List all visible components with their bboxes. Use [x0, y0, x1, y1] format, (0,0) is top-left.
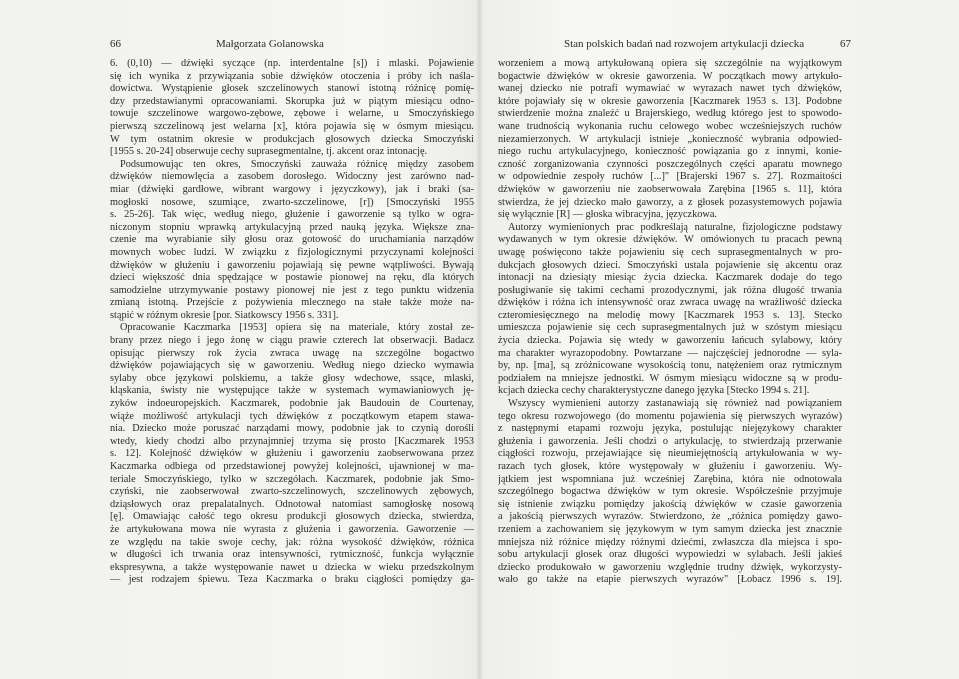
text-line: szczególnego bogactwa dźwięków w tym okresie. Współcześnie przyjmuje [498, 486, 842, 498]
text-line: — jest rodzajem śpiewu. Teza Kaczmarka o braku ciągłości pomiędzy ga- [110, 574, 474, 586]
text-line: s. 12]. Kolejność dźwięków w głużeniu i gaworzeniu zaobserwowana przez [110, 448, 474, 460]
text-line: wydawanych w tym okresie dźwięków. W omówionych tu pracach pewną [498, 234, 842, 246]
paragraph [110, 322, 474, 586]
text-line: wiąże możliwość artykulacji tych dźwięków z początkowym etapem stawa- [110, 410, 474, 422]
text-line: czenie ma wyrabianie siły głosu oraz gotowość do uruchamiania narządów [110, 234, 474, 246]
text-line: wało go także na etapie pierwszych wyrazów" [Łobacz 1996 s. 19]. [498, 574, 842, 586]
paragraph [110, 159, 474, 323]
text-line: [ę]. Omawiając całość tego okresu produkcji głosowych dziecka, stwierdza, [110, 511, 474, 523]
text-line: a jakością pierwszych wyrazów. Stwierdzono, że „różnica pomiędzy gawo- [498, 511, 842, 523]
text-line: teriale Smoczyńskiego, tylko w szczegółach. Kaczmarek, podobnie jak Smo- [110, 473, 474, 485]
left-page-number: 66 [110, 38, 121, 50]
paragraph [498, 398, 842, 587]
text-line: czyński, nie zaobserwował zwarto-szczelinowych, szczelinowych zębowych, [110, 486, 474, 498]
text-line: się ich wynika z przywiązania sobie dźwięków otoczenia i próby ich naśla- [110, 70, 474, 82]
text-line: dźwięków w głużeniu i gaworzeniu pojawiają się pewne wątpliwości. Bywają [110, 259, 474, 271]
right-page-number: 67 [840, 38, 851, 50]
text-line: Podsumowując ten okres, Smoczyński zauważa różnicę między zasobem [120, 158, 474, 170]
text-line: Kaczmarka odbiega od przedstawionej powyżej kolejności, ujawnionej w ma- [110, 461, 474, 472]
text-line: Opracowanie Kaczmarka [1953] opiera się na materiale, który został ze- [120, 322, 474, 334]
text-line: ma charakter wyrazopodobny. Powtarzane — najczęściej jednorodne — syla- [498, 347, 842, 359]
text-line: pierwszą szczelinową jest welarna [x], która pojawia się w ósmym miesiącu. [110, 120, 474, 132]
text-line: brany przez niego i jego żonę w ciągu prawie czterech lat obserwacji. Badacz [110, 335, 474, 347]
right-page [480, 0, 959, 679]
text-line: mogłoski nosowe, szumiące, zwarto-szczelinowe, [r]) [Smoczyński 1955 [110, 196, 474, 208]
text-line: ekspresywna, a także występowanie nawet u dziecka w wieku przedszkolnym [110, 561, 474, 573]
text-line: stąpić w różnym okresie [por. Siatkowscy 1956 s. 331]. [110, 309, 339, 321]
text-line: stwierdza, że jej dziecko mało gaworzy, a z głosek pozasystemowych pojawia [498, 196, 842, 208]
text-line: z następnymi etapami rozwoju języka, postulując niejęzykowy charakter [498, 423, 842, 435]
text-line: razach tych głosek, które występowały w głużeniu i gaworzeniu. Wy- [498, 461, 842, 472]
text-line: zmianą istotną. Przejście z pożywienia mlecznego na stałe także może na- [110, 297, 474, 309]
text-line: dźwięków niemowlęcia a zasobem dorosłego. Widoczny jest zarówno nad- [110, 171, 474, 183]
text-line: jątkiem jest wspomniana już wcześniej Zarębina, która nie odnotowała [498, 473, 842, 485]
text-line: czność zorganizowania czynności poszczególnych części aparatu mownego [498, 158, 842, 170]
text-line: samodzielne utrzymywanie postawy pionowej nie jest z tego punktu widzenia [110, 284, 474, 296]
text-line: tego okresu rozwojowego (do momentu pojawienia się pierwszych wyrazów) [498, 410, 842, 422]
text-line: wanej dziecko nie potrafi wymawiać w wyrazach nawet tych dźwięków, [498, 83, 842, 95]
text-line: dźwięków i różna ich intensywność oraz zwraca uwagę na wrażliwość dziecka [498, 297, 842, 309]
text-line: rzeniem a zachowaniem się językowym w tym samym dziecka jest znacznie [498, 523, 842, 535]
text-line: że artykułowana mowa nie wyrasta z głużenia i gaworzenia. Gaworzenie — [110, 523, 474, 535]
text-line: s. 25-26]. Tak więc, według niego, głużenie i gaworzenie są tylko w ogra- [110, 209, 474, 221]
text-line: dzieci większość dnia spędzające w postawie pionowej na ręku, dla których [110, 272, 474, 284]
text-line: zyków indoeuropejskich. Kaczmarek, podobnie jak Baudouin de Courtenay, [110, 398, 474, 410]
text-line: sylaby obce językowi polskiemu, a także głosy wdechowe, ssące, mlaski, [110, 372, 474, 384]
text-line: [1955 s. 20-24] obserwuje cechy suprasegmentalne, tj. akcent oraz intonację. [110, 146, 428, 158]
text-line: miar (dźwięki gardłowe, wibrant wargowy i języczkowy), jak i braki (sa- [110, 183, 474, 195]
text-line: Wszyscy wymienieni autorzy zastanawiają się również nad powiązaniem [508, 398, 842, 410]
text-line: dukcjach głosowych dzieci. Smoczyński ustala pojawienie się akcentu oraz [498, 259, 842, 271]
text-line: czteromiesięcznego na melodię mowy [Kaczmarek 1953 s. 13]. Stecko [498, 309, 842, 321]
text-line: dziąsłowych oraz prepalatalnych. Odnotował natomiast samogłoskę nosową [110, 498, 474, 510]
text-line: dziecko produkowało w gaworzeniu względnie trudny dźwięk, wykorzysty- [498, 561, 842, 573]
text-line: w długości ich trwania oraz intensywności, rytmiczność, funkcja wyłącznie [110, 549, 474, 561]
text-line: kląskania, świsty nie występujące także w systemach wymawianiowych ję- [110, 385, 474, 397]
text-line: się wyłącznie [R] — głoska wibracyjna, języczkowa. [498, 209, 718, 221]
paragraph [110, 58, 474, 159]
text-line: głużenia i gaworzenia. Jeśli chodzi o artykulację, to stwierdzają przerwanie [498, 435, 842, 447]
text-line: podziałem na mniejsze jednostki. W ósmym miesiącu widoczne są w produ- [498, 372, 842, 384]
text-line: dźwięków pojawiających się w gaworzeniu. Według niego dziecko wymawia [110, 360, 474, 372]
text-line: wtedy, kiedy chodzi albo przynajmniej trzyma się prosto [Kaczmarek 1953 [110, 435, 474, 447]
text-line: stwierdzenie można znaleźć u Brajerskiego, według którego jest to spowodo- [498, 108, 842, 120]
text-line: opisując pierwszy rok życia zwraca uwagę na szczególne bogactwo [110, 347, 474, 359]
text-line: by, np. [ma], są zróżnicowane wysokością tonu, natężeniem oraz rytmicznym [498, 360, 842, 372]
text-line: mniejsza niż różnice między różnymi dziećmi, zwłaszcza dla miejsca i spo- [498, 536, 842, 548]
text-line: mownych wobec ludzi. W związku z fizjologicznymi przyczynami kolejności [110, 246, 474, 258]
text-line: kcjach dziecka cechy charakterystyczne danego języka [Stecko 1994 s. 21]. [498, 385, 810, 397]
text-line: dowictwa. Wystąpienie głosek szczelinowych stanowi istotną różnicę pomię- [110, 83, 474, 95]
text-line: niego ruchu artykulacyjnego, konieczność powiązania go z innymi, konie- [498, 146, 842, 158]
text-line: ze względu na takie swoje cechy, jak: różna wysokość dźwięków, różnica [110, 536, 474, 548]
right-page-body [498, 58, 842, 587]
text-line: uwagę poświęcono także pojawieniu się cech suprasegmentalnych w pro- [498, 246, 842, 258]
text-line: Autorzy wymienionych prac podkreślają naturalne, fizjologiczne podstawy [508, 221, 842, 233]
text-line: 6. (0,10) — dźwięki syczące (np. interdentalne [s]) i mlaski. Pojawienie [110, 58, 474, 69]
text-line: ciągłości rozwoju, przejawiające się nieumiejętnością artykułowania w wy- [498, 448, 842, 460]
text-line: umieszcza pojawienie się cech suprasegmentalnych już w szóstym miesiącu [498, 322, 842, 334]
paragraph [498, 222, 842, 398]
text-line: dzy przedstawianymi opracowaniami. Skorupka już w piątym miesiącu odno- [110, 95, 474, 107]
text-line: W tym ostatnim okresie w produkcjach głosowych dziecka Smoczyński [110, 133, 474, 145]
text-line: życia dziecka. Pojawia się wtedy w gaworzeniu łańcuch sylabowy, który [498, 335, 842, 347]
text-line: worzeniem a mową artykułowaną opiera się szczególnie na wyjątkowym [498, 58, 842, 69]
text-line: bogactwie dźwięków w okresie gaworzenia. W początkach mowy artykuło- [498, 70, 842, 82]
text-line: w odpowiednie zespoły ruchów [...]" [Brajerski 1967 s. 27]. Rozmaitości [498, 171, 842, 183]
text-line: intonacji na dziesiąty miesiąc życia dziecka. Kaczmarek dodaje do tego [498, 272, 842, 284]
text-line: sobu artykulacji głosek oraz długości wypowiedzi w sylabach. Jeśli jakieś [498, 549, 842, 561]
paragraph [498, 58, 842, 222]
text-line: niezamierzonych. W artykulacji istnieje „konieczność wybrania odpowied- [498, 133, 842, 145]
text-line: się istnienie związku pomiędzy jakością dźwięków w czasie gaworzenia [498, 498, 842, 510]
left-page-body [110, 58, 474, 587]
text-line: nia. Dziecko może poruszać narządami mowy, podobnie jak to czynią dorośli [110, 423, 474, 435]
text-line: niczonym stopniu wprawką artykulacyjną przed nauką języka. Większe zna- [110, 221, 474, 233]
text-line: dźwięków w gaworzeniu nie zaobserwowała Zarębina [1965 s. 11], która [498, 183, 842, 195]
text-line: towuje szczelinowe wargowo-zębowe, zębowe i welarne, u Smoczyńskiego [110, 108, 474, 120]
left-page [0, 0, 479, 679]
text-line: posługiwanie się takimi cechami prozodycznymi, jak różna długość trwania [498, 284, 842, 296]
left-running-head: Małgorzata Golanowska [216, 38, 324, 50]
text-line: które pojawiały się w okresie gaworzenia [Kaczmarek 1953 s. 13]. Podobne [498, 95, 842, 107]
right-running-head: Stan polskich badań nad rozwojem artykulacji dziecka [564, 38, 805, 50]
text-line: wane trudnością wykonania ruchu celowego wobec wcześniejszych ruchów [498, 120, 842, 132]
